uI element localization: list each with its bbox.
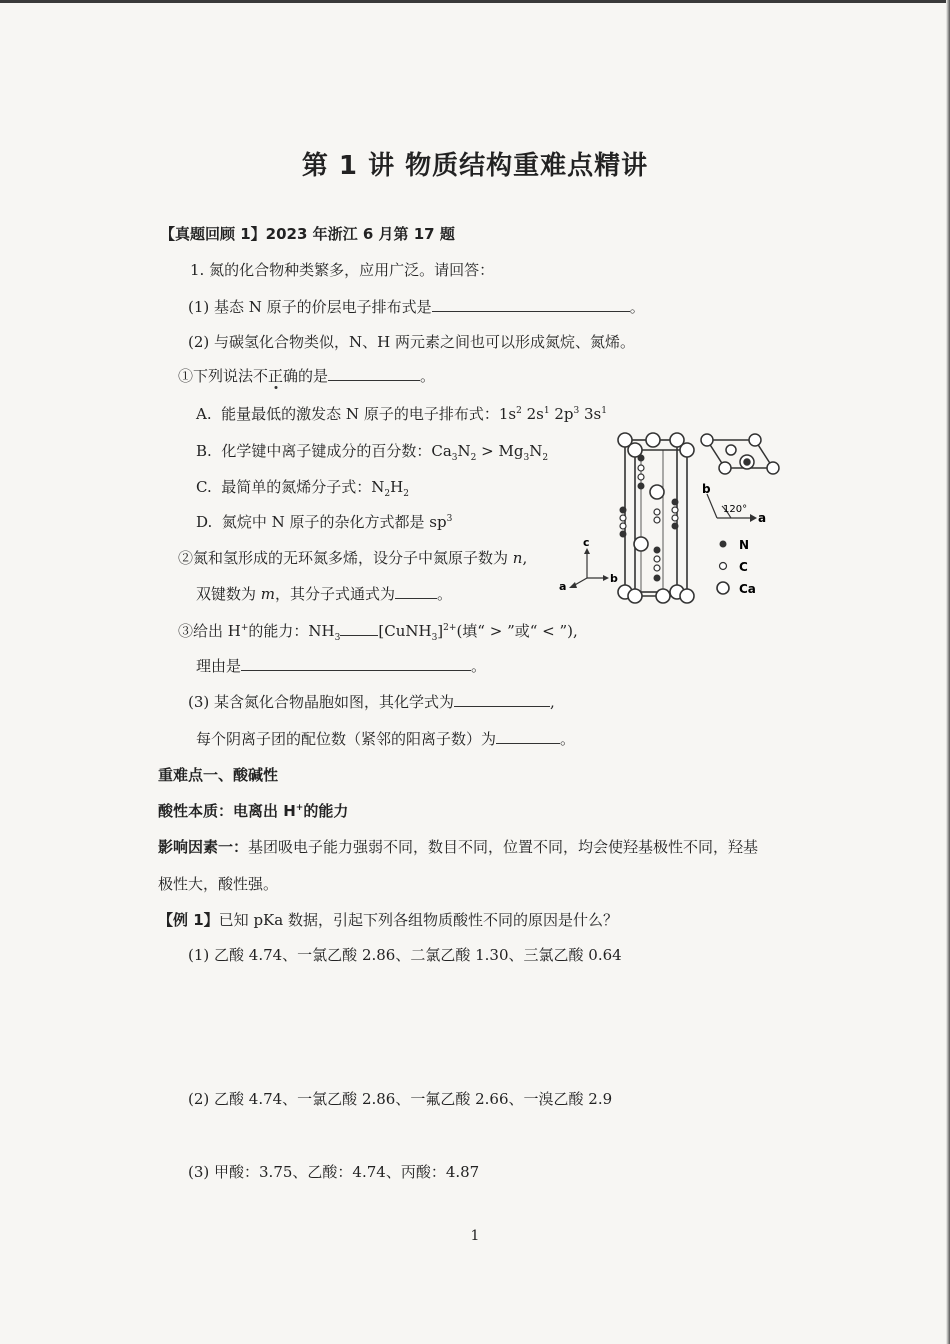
option-d bbox=[196, 512, 452, 532]
review-heading-line bbox=[160, 224, 455, 244]
optD-f1: 3 bbox=[446, 514, 453, 524]
axis-b-label: b bbox=[610, 572, 618, 585]
q3-formula-blank[interactable] bbox=[454, 692, 550, 707]
q2b-comma: , bbox=[522, 549, 528, 567]
hex-a-label: a bbox=[758, 511, 767, 525]
q2a-post: 的是 bbox=[298, 367, 329, 385]
optB-f5: 3 bbox=[523, 453, 530, 463]
q2c-3: 3 bbox=[334, 633, 341, 643]
optA-f2: 2s bbox=[521, 405, 544, 423]
optB-f1: 3 bbox=[451, 453, 458, 463]
essence-label: 酸性本质：电离出 H bbox=[158, 802, 296, 820]
q2b-m: m bbox=[260, 585, 276, 603]
q2c-2plus: 2+ bbox=[443, 623, 457, 633]
q2c-reason-blank[interactable] bbox=[241, 656, 471, 671]
example-1 bbox=[158, 910, 618, 930]
q3-end: 。 bbox=[560, 730, 576, 748]
acidity-essence bbox=[158, 801, 348, 821]
optA-f3: 1 bbox=[543, 406, 550, 416]
example-item-2: (2) 乙酸 4.74、一氯乙酸 2.86、一氟乙酸 2.66、一溴乙酸 2.9 bbox=[188, 1090, 613, 1108]
optB-f3: 2 bbox=[470, 453, 477, 463]
optB-f6: N bbox=[529, 442, 543, 460]
optA-f4: 2p bbox=[549, 405, 574, 423]
factor-text: 基团吸电子能力强弱不同，数目不同，位置不同，均会使羟基极性不同，羟基 bbox=[248, 838, 759, 856]
hex-b-label: b bbox=[702, 482, 711, 496]
optA-f6: 3s bbox=[579, 405, 602, 423]
scan-edge-right bbox=[946, 0, 950, 1344]
a-arrow bbox=[569, 582, 577, 588]
q2b-pre: 双键数为 bbox=[196, 585, 257, 603]
q3-comma: , bbox=[550, 693, 555, 711]
q3-text2: 每个阴离子团的配位数（紧邻的阳离子数）为 bbox=[196, 730, 497, 748]
option-a-label: A. bbox=[196, 405, 212, 423]
optC-f1: 2 bbox=[384, 489, 391, 499]
review-source: 2023 年浙江 6 月第 17 题 bbox=[265, 225, 455, 243]
q2c-plus: + bbox=[240, 623, 249, 633]
example-item-3: (3) 甲酸：3.75、乙酸：4.74、丙酸：4.87 bbox=[188, 1163, 480, 1181]
hex-angle-label: 120° bbox=[723, 504, 748, 515]
option-a bbox=[196, 404, 607, 424]
option-a-text: 能量最低的激发态 N 原子的电子排布式： bbox=[221, 405, 499, 423]
hex-a-arrow bbox=[750, 514, 757, 522]
option-b-label: B. bbox=[196, 442, 212, 460]
example-text: 已知 pKa 数据，引起下列各组物质酸性不同的原因是什么？ bbox=[218, 911, 618, 929]
question-2b-line1 bbox=[178, 548, 527, 568]
q2b-end: 。 bbox=[437, 585, 453, 603]
option-d-text: 氮烷中 N 原子的杂化方式都是 bbox=[221, 513, 425, 531]
q2b-post: ，其分子式通式为 bbox=[275, 585, 396, 603]
factor-line1 bbox=[158, 837, 758, 857]
axis-a-label: a bbox=[559, 580, 567, 593]
q2c-blank[interactable] bbox=[340, 621, 378, 636]
q2b-blank[interactable] bbox=[395, 584, 437, 599]
optD-f0: sp bbox=[429, 513, 447, 531]
q2a-pre: ①下列说法 bbox=[178, 367, 254, 385]
question-1 bbox=[188, 297, 645, 317]
q1-end: 。 bbox=[629, 298, 645, 316]
question-2a bbox=[178, 366, 435, 386]
q2c-pre: ③给出 H bbox=[178, 622, 241, 640]
example-item-1: (1) 乙酸 4.74、一氯乙酸 2.86、二氯乙酸 1.30、三氯乙酸 0.64 bbox=[188, 946, 622, 964]
crystal-axes bbox=[573, 552, 605, 586]
q2c-bracket: [CuNH bbox=[378, 622, 432, 640]
scan-edge-top bbox=[0, 0, 950, 3]
option-b-text: 化学键中离子键成分的百分数： bbox=[221, 442, 432, 460]
question-2c bbox=[178, 621, 578, 641]
q2a-blank[interactable] bbox=[328, 366, 420, 381]
optA-f0: 1s bbox=[498, 405, 517, 423]
factor-label: 影响因素一： bbox=[158, 838, 249, 856]
legend bbox=[717, 538, 756, 596]
page-number: 1 bbox=[470, 1228, 480, 1244]
optA-f1: 2 bbox=[516, 406, 522, 416]
q2c-close: ] bbox=[437, 622, 444, 640]
n-atoms bbox=[620, 455, 679, 582]
q2c-mid: 的能力：NH bbox=[248, 622, 335, 640]
legend-n: N bbox=[739, 538, 750, 552]
legend-ca-marker bbox=[717, 582, 729, 594]
page-title: 第 1 讲 物质结构重难点精讲 bbox=[301, 151, 649, 181]
q2c-3b: 3 bbox=[431, 633, 438, 643]
q3-text: (3) 某含氮化合物晶胞如图，其化学式为 bbox=[188, 693, 455, 711]
optB-f0: Ca bbox=[431, 442, 452, 460]
q1-blank[interactable] bbox=[432, 297, 630, 312]
legend-c-marker bbox=[720, 563, 727, 570]
legend-ca: Ca bbox=[739, 582, 756, 596]
option-d-label: D. bbox=[196, 513, 213, 531]
optA-f7: 1 bbox=[601, 406, 607, 416]
option-b bbox=[196, 441, 548, 461]
optC-f3: 2 bbox=[403, 489, 409, 499]
option-c-label: C. bbox=[196, 478, 212, 496]
question-2c-reason bbox=[196, 656, 486, 676]
q1-text: (1) 基态 N 原子的价层电子排布式是 bbox=[188, 298, 432, 316]
optB-f4: > Mg bbox=[476, 442, 524, 460]
crystal-cell-figure bbox=[555, 428, 795, 608]
b-arrow bbox=[603, 575, 609, 581]
option-c bbox=[196, 477, 409, 497]
question-intro: 1. 氮的化合物种类繁多，应用广泛。请回答： bbox=[190, 261, 495, 279]
q2c-reason-label: 理由是 bbox=[196, 657, 242, 675]
factor-line2: 极性大，酸性强。 bbox=[158, 875, 279, 893]
q3-coord-blank[interactable] bbox=[496, 729, 560, 744]
optC-f2: H bbox=[390, 478, 404, 496]
c-atoms bbox=[620, 465, 678, 571]
section-heading: 重难点一、酸碱性 bbox=[158, 766, 279, 784]
q2a-end: 。 bbox=[420, 367, 436, 385]
question-2b-line2 bbox=[196, 584, 452, 604]
question-2: (2) 与碳氢化合物类似，N、H 两元素之间也可以形成氮烷、氮烯。 bbox=[188, 333, 635, 351]
axis-c-label: c bbox=[583, 536, 590, 549]
essence-end: 的能力 bbox=[303, 802, 349, 820]
q2a-negation: 不正确 bbox=[253, 367, 299, 385]
optB-f2: N bbox=[457, 442, 471, 460]
example-label: 【例 1】 bbox=[158, 911, 219, 929]
question-3-line1 bbox=[188, 692, 555, 712]
legend-n-marker bbox=[720, 541, 727, 548]
essence-plus: + bbox=[295, 803, 304, 813]
review-heading: 【真题回顾 1】 bbox=[160, 225, 266, 243]
optB-f7: 2 bbox=[542, 453, 549, 463]
hex-projection bbox=[701, 434, 779, 474]
option-c-text: 最简单的氮烯分子式： bbox=[221, 478, 372, 496]
optA-f5: 3 bbox=[573, 406, 580, 416]
legend-c: C bbox=[739, 560, 748, 574]
question-3-line2 bbox=[196, 729, 575, 749]
optC-f0: N bbox=[371, 478, 385, 496]
q2b-text: ②氮和氢形成的无环氮多烯，设分子中氮原子数为 bbox=[178, 549, 509, 567]
q2c-hint: (填“ > ”或“ < ”), bbox=[456, 622, 578, 640]
q2c-reason-end: 。 bbox=[471, 657, 487, 675]
q2b-n: n bbox=[512, 549, 523, 567]
